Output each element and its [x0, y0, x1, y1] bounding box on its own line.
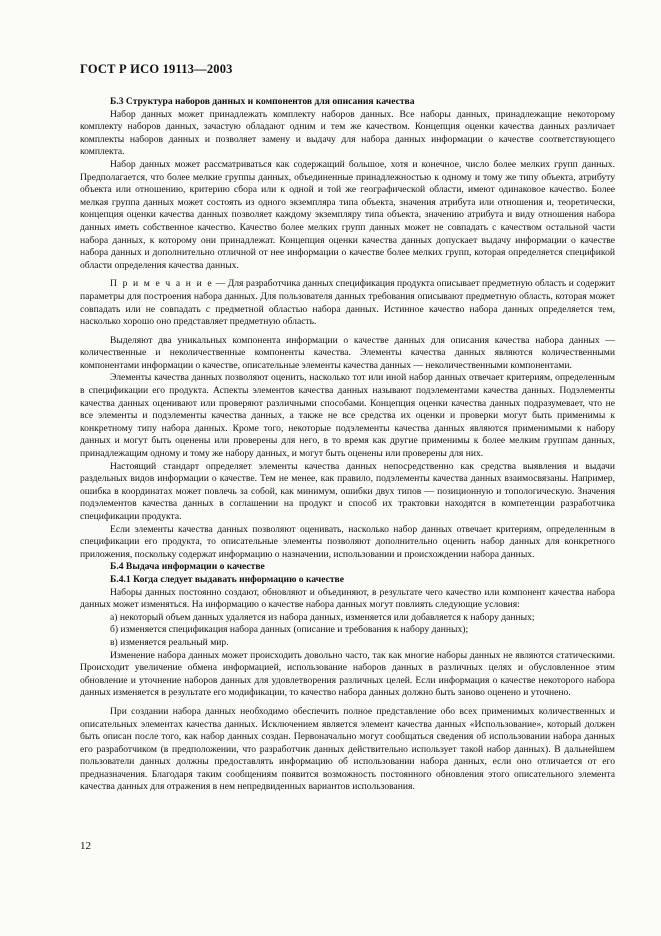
- paragraph: Набор данных может рассматриваться как содержащий большое, хотя и конечное, число более мелких групп данных. Предполагается, что более мелкие группы данных, объединенные принадлежностью к одному и тому же типу объекта, атрибуту объекта или отношению, критерию сбора или к одной и той же географической области, имеют одинаковое качество. Более мелкая группа данных может состоять из одного экземпляра типа объекта, значения атрибута или отношения и, теоретически, концепция оценки качества данных позволяет каждому экземпляру типа объекта, значению атрибута и виду отношения набора данных иметь собственное качество. Качество более мелких групп данных может не совпадать с качеством остальной части набора данных, к которому они принадлежат. Концепция оценки качества данных допускает выдачу информации о качестве набора данных и дополнительно отличной от нее информации о качестве более мелких групп, которая определяется спецификой области определения качества данных.: [80, 158, 615, 271]
- section-b4-title: Б.4 Выдача информации о качестве: [110, 561, 265, 573]
- page-body: [80, 96, 615, 794]
- note: [80, 278, 615, 328]
- list-item: в) изменяется реальный мир.: [110, 636, 229, 648]
- paragraph: Набор данных может принадлежать комплекту наборов данных. Все наборы данных, принадлежащие некоторому комплекту наборов данных, зачастую обладают одним и тем же качеством. Концепция оценки качества данных различает комплекты наборов данных и позволяет замену и выдачу для набора данных информации о качестве соответствующего комплекта.: [80, 108, 615, 158]
- document-header: ГОСТ Р ИСО 19113—2003: [80, 62, 233, 76]
- paragraph: Если элементы качества данных позволяют оценивать, насколько набор данных отвечает критериям, определенным в спецификации его продукта, то описательные элементы позволяют дополнительно оценить набор данных для конкретного приложения, поскольку содержат информацию о назначении, использовании и происхождении набора данных.: [80, 523, 615, 560]
- note-label: П р и м е ч а н и е: [110, 278, 214, 290]
- paragraph: Наборы данных постоянно создают, обновляют и объединяют, в результате чего качество или компонент качества набора данных может изменяться. На информацию о качестве набора данных могут повлиять следующие условия:: [80, 586, 615, 611]
- paragraph: Выделяют два уникальных компонента информации о качестве данных для описания качества набора данных — количественные и неколичественные компоненты качества. Элементы качества данных являются количественными компонентами информации о качестве, описательные элементы качества данных — неколичественными компонентами.: [80, 334, 615, 371]
- section-b41-title: Б.4.1 Когда следует выдавать информацию о качестве: [110, 573, 344, 585]
- paragraph: Изменение набора данных может происходить довольно часто, так как многие наборы данных не являются статическими. Происходит увеличение обмена информацией, использование наборов данных в различных целях и обусловленное этим обновление и уточнение наборов данных для удовлетворения различных целей. Если информация о качестве некоторого набора данных изменяется в результате его модификации, то качество набора данных должно быть заново оценено и уточнено.: [80, 649, 615, 699]
- paragraph: При создании набора данных необходимо обеспечить полное представление обо всех применимых количественных и описательных элементах качества данных. Исключением является элемент качества данных «Использование», который должен быть описан после того, как набор данных создан. Первоначально могут сообщаться сведения об использовании набора данных его разработчиком (в предположении, что разработчик данных действительно использует такой набор данных). В дальнейшем пользователи данных должны предоставлять информацию об использовании набора данных, если оно отличается от его предназначения. Благодаря таким сообщениям появится возможность постоянного обновления этого описательного элемента качества данных для отражения в нем непредвиденных вариантов использования.: [80, 705, 615, 793]
- note-text: — Для разработчика данных спецификация продукта описывает предметную область и содержит параметры для построения набора данных. Для пользователя данных требования описывают предметную область, которая может совпадать или не совпадать с предметной областью набора данных. Истинное качество набора данных определяется тем, насколько хорошо оно представляет предметную область.: [80, 278, 615, 328]
- section-b3-title: Б.3 Структура наборов данных и компонентов для описания качества: [110, 96, 415, 107]
- paragraph: Элементы качества данных позволяют оценить, насколько тот или иной набор данных отвечает критериям, определенным в спецификации его продукта. Аспекты элементов качества данных называют подэлементами качества данных. Подэлементы качества данных оценивают или проверяют различными способами. Концепция оценки качества данных подразумевает, что не все элементы и подэлементы качества данных, а также не все средства их оценки и проверки могут быть применимы к конкретному типу набора данных. Кроме того, некоторые подэлементы качества данных являются применимыми к набору данных и могут быть оценены или проверены для него, в то время как другие применимы к более мелким группам данных, принадлежащим одному и тому же набору данных, и могут быть оценены или проверены для них.: [80, 372, 615, 460]
- list-item: а) некоторый объем данных удаляется из набора данных, изменяется или добавляется к набору данных;: [110, 611, 535, 623]
- list-item: б) изменяется спецификация набора данных (описание и требования к набору данных);: [110, 624, 469, 636]
- page-number: 12: [80, 840, 91, 852]
- paragraph: Настоящий стандарт определяет элементы качества данных непосредственно как средства выявления и выдачи раздельных видов информации о качестве. Тем не менее, как правило, подэлементы качества данных взаимосвязаны. Например, ошибка в координатах может повлечь за собой, как минимум, ошибки двух типов — позиционную и топологическую. Значения подэлементов качества данных в соглашении на продукт и способ их трактовки находятся в компетенции разработчика спецификации продукта.: [80, 460, 615, 522]
